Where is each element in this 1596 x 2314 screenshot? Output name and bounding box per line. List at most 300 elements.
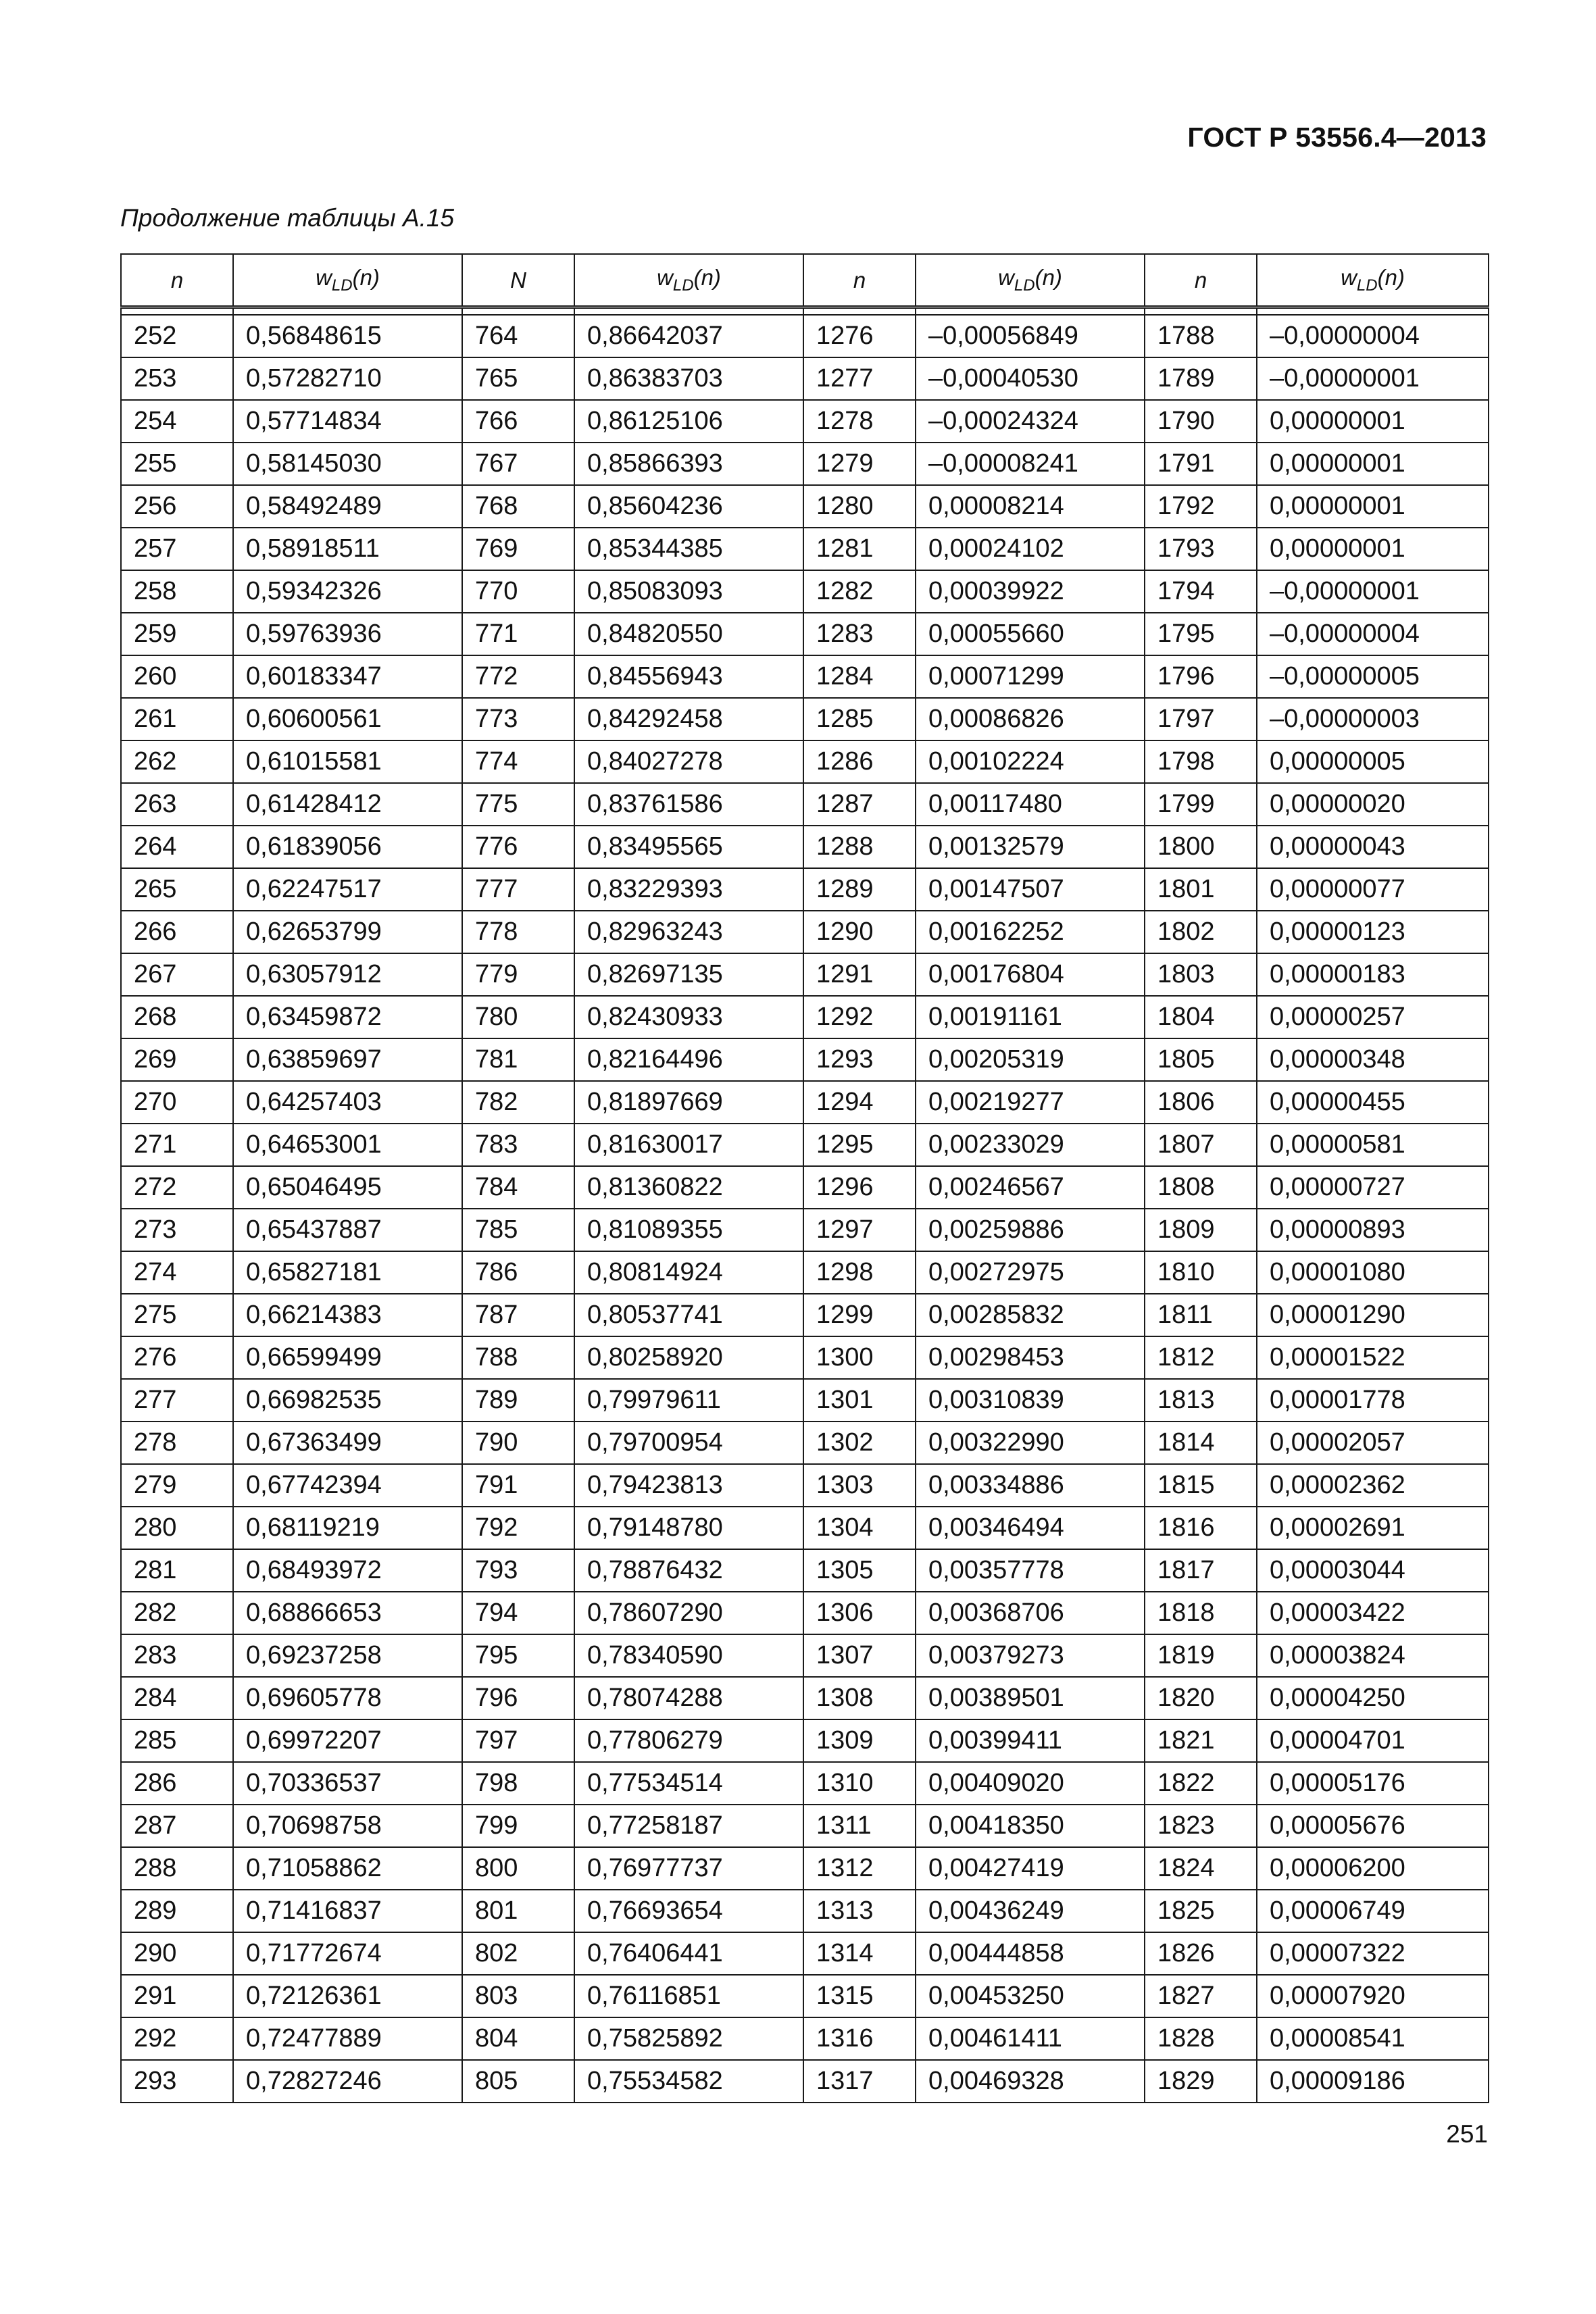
index-cell: 1825 [1145, 1890, 1257, 1932]
value-cell: 0,00000043 [1257, 826, 1489, 868]
index-cell: 269 [121, 1038, 233, 1081]
table-row [121, 698, 1489, 740]
value-cell: 0,84292458 [574, 698, 803, 740]
value-cell: 0,00000893 [1257, 1209, 1489, 1251]
header-separator-row [121, 307, 1489, 316]
value-cell: 0,62653799 [233, 911, 462, 953]
value-cell: 0,68493972 [233, 1549, 462, 1592]
value-cell: 0,00102224 [916, 740, 1145, 783]
index-cell: 289 [121, 1890, 233, 1932]
separator-cell [121, 307, 233, 316]
index-cell: 774 [462, 740, 574, 783]
index-cell: 291 [121, 1975, 233, 2017]
value-cell: 0,00039922 [916, 570, 1145, 613]
index-cell: 1818 [1145, 1592, 1257, 1634]
value-cell: 0,00003824 [1257, 1634, 1489, 1677]
index-cell: 790 [462, 1422, 574, 1464]
column-header-subscript: LD [1356, 276, 1378, 295]
table-row [121, 783, 1489, 826]
table-row [121, 1507, 1489, 1549]
value-cell: 0,80814924 [574, 1251, 803, 1294]
value-cell: 0,57714834 [233, 400, 462, 443]
index-cell: 1824 [1145, 1847, 1257, 1890]
index-cell: 255 [121, 443, 233, 485]
value-cell: 0,00009186 [1257, 2060, 1489, 2103]
separator-cell [574, 307, 803, 316]
value-cell: 0,00003044 [1257, 1549, 1489, 1592]
index-cell: 1814 [1145, 1422, 1257, 1464]
index-cell: 1827 [1145, 1975, 1257, 2017]
index-cell: 1303 [803, 1464, 916, 1507]
value-cell: 0,00436249 [916, 1890, 1145, 1932]
index-cell: 274 [121, 1251, 233, 1294]
index-cell: 1285 [803, 698, 916, 740]
index-cell: 1797 [1145, 698, 1257, 740]
index-cell: 256 [121, 485, 233, 528]
index-cell: 781 [462, 1038, 574, 1081]
column-header-3 [462, 254, 574, 307]
value-cell: 0,72126361 [233, 1975, 462, 2017]
index-cell: 1314 [803, 1932, 916, 1975]
value-cell: 0,84027278 [574, 740, 803, 783]
value-cell: 0,00007920 [1257, 1975, 1489, 2017]
separator-cell [916, 307, 1145, 316]
value-cell: 0,00001778 [1257, 1379, 1489, 1422]
table-row [121, 443, 1489, 485]
value-cell: 0,79700954 [574, 1422, 803, 1464]
value-cell: 0,64653001 [233, 1124, 462, 1166]
value-cell: –0,00008241 [916, 443, 1145, 485]
value-cell: 0,79148780 [574, 1507, 803, 1549]
value-cell: 0,68119219 [233, 1507, 462, 1549]
table-row [121, 1422, 1489, 1464]
value-cell: 0,84556943 [574, 655, 803, 698]
value-cell: 0,63459872 [233, 996, 462, 1038]
value-cell: 0,00000257 [1257, 996, 1489, 1038]
value-cell: 0,00000001 [1257, 443, 1489, 485]
value-cell: 0,00162252 [916, 911, 1145, 953]
value-cell: –0,00000004 [1257, 613, 1489, 655]
index-cell: 779 [462, 953, 574, 996]
value-cell: 0,85604236 [574, 485, 803, 528]
table-row [121, 2017, 1489, 2060]
table-row [121, 1549, 1489, 1592]
value-cell: 0,85083093 [574, 570, 803, 613]
value-cell: 0,82697135 [574, 953, 803, 996]
value-cell: 0,60600561 [233, 698, 462, 740]
value-cell: 0,00461411 [916, 2017, 1145, 2060]
table-row [121, 613, 1489, 655]
column-header-6 [916, 254, 1145, 307]
value-cell: 0,00086826 [916, 698, 1145, 740]
index-cell: 279 [121, 1464, 233, 1507]
value-cell: 0,00246567 [916, 1166, 1145, 1209]
value-cell: 0,00000001 [1257, 528, 1489, 570]
index-cell: 257 [121, 528, 233, 570]
column-header-argument: (n) [1377, 265, 1405, 290]
value-cell: 0,60183347 [233, 655, 462, 698]
value-cell: 0,75825892 [574, 2017, 803, 2060]
index-cell: 285 [121, 1719, 233, 1762]
value-cell: 0,78340590 [574, 1634, 803, 1677]
value-cell: 0,00000348 [1257, 1038, 1489, 1081]
table-row [121, 2060, 1489, 2103]
index-cell: 261 [121, 698, 233, 740]
table-row [121, 315, 1489, 357]
column-header-argument: (n) [693, 265, 721, 290]
index-cell: 1311 [803, 1805, 916, 1847]
value-cell: 0,58145030 [233, 443, 462, 485]
value-cell: 0,80537741 [574, 1294, 803, 1336]
value-cell: 0,00000183 [1257, 953, 1489, 996]
table-row [121, 1209, 1489, 1251]
value-cell: 0,00285832 [916, 1294, 1145, 1336]
value-cell: 0,00322990 [916, 1422, 1145, 1464]
index-cell: 792 [462, 1507, 574, 1549]
value-cell: 0,77258187 [574, 1805, 803, 1847]
index-cell: 1296 [803, 1166, 916, 1209]
column-header-symbol: w [1341, 265, 1357, 290]
value-cell: 0,85344385 [574, 528, 803, 570]
value-cell: 0,00071299 [916, 655, 1145, 698]
index-cell: 284 [121, 1677, 233, 1719]
index-cell: 1808 [1145, 1166, 1257, 1209]
index-cell: 1805 [1145, 1038, 1257, 1081]
index-cell: 797 [462, 1719, 574, 1762]
index-cell: 283 [121, 1634, 233, 1677]
value-cell: 0,65827181 [233, 1251, 462, 1294]
separator-cell [1145, 307, 1257, 316]
value-cell: 0,00002057 [1257, 1422, 1489, 1464]
index-cell: 777 [462, 868, 574, 911]
index-cell: 270 [121, 1081, 233, 1124]
table-row [121, 1038, 1489, 1081]
column-header-symbol: n [170, 267, 184, 293]
table-row [121, 1464, 1489, 1507]
value-cell: 0,81360822 [574, 1166, 803, 1209]
table-row [121, 953, 1489, 996]
index-cell: 273 [121, 1209, 233, 1251]
index-cell: 787 [462, 1294, 574, 1336]
index-cell: 805 [462, 2060, 574, 2103]
index-cell: 1297 [803, 1209, 916, 1251]
index-cell: 1287 [803, 783, 916, 826]
index-cell: 1815 [1145, 1464, 1257, 1507]
index-cell: 1807 [1145, 1124, 1257, 1166]
index-cell: 1801 [1145, 868, 1257, 911]
table-row [121, 655, 1489, 698]
index-cell: 1291 [803, 953, 916, 996]
index-cell: 1290 [803, 911, 916, 953]
value-cell: 0,72477889 [233, 2017, 462, 2060]
index-cell: 1312 [803, 1847, 916, 1890]
value-cell: 0,57282710 [233, 357, 462, 400]
value-cell: 0,70698758 [233, 1805, 462, 1847]
table-row [121, 1677, 1489, 1719]
value-cell: 0,00002362 [1257, 1464, 1489, 1507]
index-cell: 272 [121, 1166, 233, 1209]
value-cell: 0,00418350 [916, 1805, 1145, 1847]
index-cell: 1282 [803, 570, 916, 613]
value-cell: 0,00004250 [1257, 1677, 1489, 1719]
index-cell: 1826 [1145, 1932, 1257, 1975]
table-row [121, 868, 1489, 911]
index-cell: 252 [121, 315, 233, 357]
value-cell: 0,67742394 [233, 1464, 462, 1507]
value-cell: 0,58492489 [233, 485, 462, 528]
value-cell: 0,69237258 [233, 1634, 462, 1677]
value-cell: 0,86125106 [574, 400, 803, 443]
value-cell: 0,00409020 [916, 1762, 1145, 1805]
table-row [121, 826, 1489, 868]
column-header-symbol: w [657, 265, 673, 290]
value-cell: 0,00024102 [916, 528, 1145, 570]
value-cell: 0,00117480 [916, 783, 1145, 826]
index-cell: 780 [462, 996, 574, 1038]
value-cell: 0,00000077 [1257, 868, 1489, 911]
table-row [121, 1634, 1489, 1677]
value-cell: –0,00000005 [1257, 655, 1489, 698]
index-cell: 1276 [803, 315, 916, 357]
index-cell: 1317 [803, 2060, 916, 2103]
index-cell: 1813 [1145, 1379, 1257, 1422]
index-cell: 785 [462, 1209, 574, 1251]
index-cell: 767 [462, 443, 574, 485]
index-cell: 268 [121, 996, 233, 1038]
separator-cell [233, 307, 462, 316]
table-row [121, 996, 1489, 1038]
index-cell: 1307 [803, 1634, 916, 1677]
value-cell: 0,00055660 [916, 613, 1145, 655]
index-cell: 775 [462, 783, 574, 826]
value-cell: 0,00368706 [916, 1592, 1145, 1634]
table-row [121, 1081, 1489, 1124]
value-cell: 0,78074288 [574, 1677, 803, 1719]
column-header-7 [1145, 254, 1257, 307]
index-cell: 263 [121, 783, 233, 826]
index-cell: 267 [121, 953, 233, 996]
value-cell: 0,81630017 [574, 1124, 803, 1166]
index-cell: 803 [462, 1975, 574, 2017]
value-cell: 0,78876432 [574, 1549, 803, 1592]
value-cell: 0,83495565 [574, 826, 803, 868]
value-cell: 0,66214383 [233, 1294, 462, 1336]
value-cell: 0,67363499 [233, 1422, 462, 1464]
value-cell: 0,00000727 [1257, 1166, 1489, 1209]
table-row [121, 528, 1489, 570]
value-cell: 0,79423813 [574, 1464, 803, 1507]
value-cell: 0,00006749 [1257, 1890, 1489, 1932]
index-cell: 277 [121, 1379, 233, 1422]
index-cell: 1306 [803, 1592, 916, 1634]
value-cell: 0,00000123 [1257, 911, 1489, 953]
column-header-1 [121, 254, 233, 307]
table-row [121, 1379, 1489, 1422]
separator-cell [462, 307, 574, 316]
column-header-symbol: n [853, 267, 866, 293]
index-cell: 290 [121, 1932, 233, 1975]
value-cell: 0,56848615 [233, 315, 462, 357]
index-cell: 1292 [803, 996, 916, 1038]
index-cell: 793 [462, 1549, 574, 1592]
index-cell: 1821 [1145, 1719, 1257, 1762]
column-header-4 [574, 254, 803, 307]
document-header-standard-code: ГОСТ Р 53556.4—2013 [1187, 122, 1487, 153]
value-cell: 0,68866653 [233, 1592, 462, 1634]
value-cell: 0,72827246 [233, 2060, 462, 2103]
value-cell: 0,84820550 [574, 613, 803, 655]
index-cell: 1308 [803, 1677, 916, 1719]
index-cell: 796 [462, 1677, 574, 1719]
table-body [121, 307, 1489, 2103]
value-cell: 0,00132579 [916, 826, 1145, 868]
index-cell: 1304 [803, 1507, 916, 1549]
value-cell: 0,00004701 [1257, 1719, 1489, 1762]
index-cell: 1810 [1145, 1251, 1257, 1294]
data-table [120, 253, 1489, 2103]
value-cell: 0,00000020 [1257, 783, 1489, 826]
index-cell: 1829 [1145, 2060, 1257, 2103]
value-cell: 0,00259886 [916, 1209, 1145, 1251]
index-cell: 1803 [1145, 953, 1257, 996]
column-header-2 [233, 254, 462, 307]
index-cell: 778 [462, 911, 574, 953]
index-cell: 1809 [1145, 1209, 1257, 1251]
value-cell: 0,65046495 [233, 1166, 462, 1209]
table-row [121, 1762, 1489, 1805]
index-cell: 1300 [803, 1336, 916, 1379]
value-cell: 0,00008214 [916, 485, 1145, 528]
value-cell: 0,71772674 [233, 1932, 462, 1975]
index-cell: 264 [121, 826, 233, 868]
index-cell: 1277 [803, 357, 916, 400]
value-cell: –0,00056849 [916, 315, 1145, 357]
index-cell: 281 [121, 1549, 233, 1592]
table-row [121, 1592, 1489, 1634]
value-cell: 0,69972207 [233, 1719, 462, 1762]
index-cell: 265 [121, 868, 233, 911]
column-header-subscript: LD [672, 276, 694, 295]
value-cell: 0,76693654 [574, 1890, 803, 1932]
value-cell: 0,61839056 [233, 826, 462, 868]
value-cell: 0,00219277 [916, 1081, 1145, 1124]
value-cell: 0,00399411 [916, 1719, 1145, 1762]
index-cell: 783 [462, 1124, 574, 1166]
index-cell: 280 [121, 1507, 233, 1549]
index-cell: 276 [121, 1336, 233, 1379]
index-cell: 1283 [803, 613, 916, 655]
column-header-symbol: w [316, 265, 332, 290]
index-cell: 776 [462, 826, 574, 868]
column-header-subscript: LD [1014, 276, 1035, 295]
index-cell: 768 [462, 485, 574, 528]
table-row [121, 1890, 1489, 1932]
index-cell: 770 [462, 570, 574, 613]
index-cell: 1812 [1145, 1336, 1257, 1379]
index-cell: 1278 [803, 400, 916, 443]
index-cell: 1792 [1145, 485, 1257, 528]
value-cell: 0,76977737 [574, 1847, 803, 1890]
index-cell: 1796 [1145, 655, 1257, 698]
index-cell: 1791 [1145, 443, 1257, 485]
value-cell: 0,00334886 [916, 1464, 1145, 1507]
index-cell: 1804 [1145, 996, 1257, 1038]
value-cell: 0,62247517 [233, 868, 462, 911]
index-cell: 1309 [803, 1719, 916, 1762]
value-cell: 0,86642037 [574, 315, 803, 357]
value-cell: 0,00205319 [916, 1038, 1145, 1081]
index-cell: 1817 [1145, 1549, 1257, 1592]
index-cell: 786 [462, 1251, 574, 1294]
value-cell: 0,79979611 [574, 1379, 803, 1422]
value-cell: 0,00469328 [916, 2060, 1145, 2103]
value-cell: 0,00444858 [916, 1932, 1145, 1975]
index-cell: 1315 [803, 1975, 916, 2017]
index-cell: 1299 [803, 1294, 916, 1336]
index-cell: 1793 [1145, 528, 1257, 570]
value-cell: 0,00272975 [916, 1251, 1145, 1294]
column-header-5 [803, 254, 916, 307]
table-row [121, 911, 1489, 953]
index-cell: 1828 [1145, 2017, 1257, 2060]
value-cell: 0,66599499 [233, 1336, 462, 1379]
index-cell: 1295 [803, 1124, 916, 1166]
table-row [121, 485, 1489, 528]
value-cell: 0,00453250 [916, 1975, 1145, 2017]
value-cell: 0,61015581 [233, 740, 462, 783]
index-cell: 771 [462, 613, 574, 655]
value-cell: 0,00427419 [916, 1847, 1145, 1890]
value-cell: 0,81897669 [574, 1081, 803, 1124]
index-cell: 1788 [1145, 315, 1257, 357]
value-cell: 0,61428412 [233, 783, 462, 826]
value-cell: –0,00040530 [916, 357, 1145, 400]
index-cell: 260 [121, 655, 233, 698]
value-cell: 0,00000001 [1257, 400, 1489, 443]
index-cell: 293 [121, 2060, 233, 2103]
value-cell: 0,58918511 [233, 528, 462, 570]
index-cell: 258 [121, 570, 233, 613]
index-cell: 1294 [803, 1081, 916, 1124]
index-cell: 253 [121, 357, 233, 400]
value-cell: 0,63859697 [233, 1038, 462, 1081]
value-cell: –0,00000001 [1257, 357, 1489, 400]
value-cell: 0,00008541 [1257, 2017, 1489, 2060]
column-header-symbol: w [998, 265, 1014, 290]
value-cell: 0,77534514 [574, 1762, 803, 1805]
index-cell: 271 [121, 1124, 233, 1166]
value-cell: 0,71058862 [233, 1847, 462, 1890]
value-cell: –0,00000004 [1257, 315, 1489, 357]
table-row [121, 1251, 1489, 1294]
index-cell: 784 [462, 1166, 574, 1209]
index-cell: 788 [462, 1336, 574, 1379]
value-cell: 0,00298453 [916, 1336, 1145, 1379]
index-cell: 259 [121, 613, 233, 655]
index-cell: 1313 [803, 1890, 916, 1932]
index-cell: 1293 [803, 1038, 916, 1081]
value-cell: 0,77806279 [574, 1719, 803, 1762]
table-row [121, 1336, 1489, 1379]
value-cell: 0,00346494 [916, 1507, 1145, 1549]
value-cell: 0,00357778 [916, 1549, 1145, 1592]
index-cell: 1819 [1145, 1634, 1257, 1677]
value-cell: 0,82164496 [574, 1038, 803, 1081]
value-cell: 0,00176804 [916, 953, 1145, 996]
value-cell: 0,66982535 [233, 1379, 462, 1422]
index-cell: 1280 [803, 485, 916, 528]
index-cell: 1798 [1145, 740, 1257, 783]
